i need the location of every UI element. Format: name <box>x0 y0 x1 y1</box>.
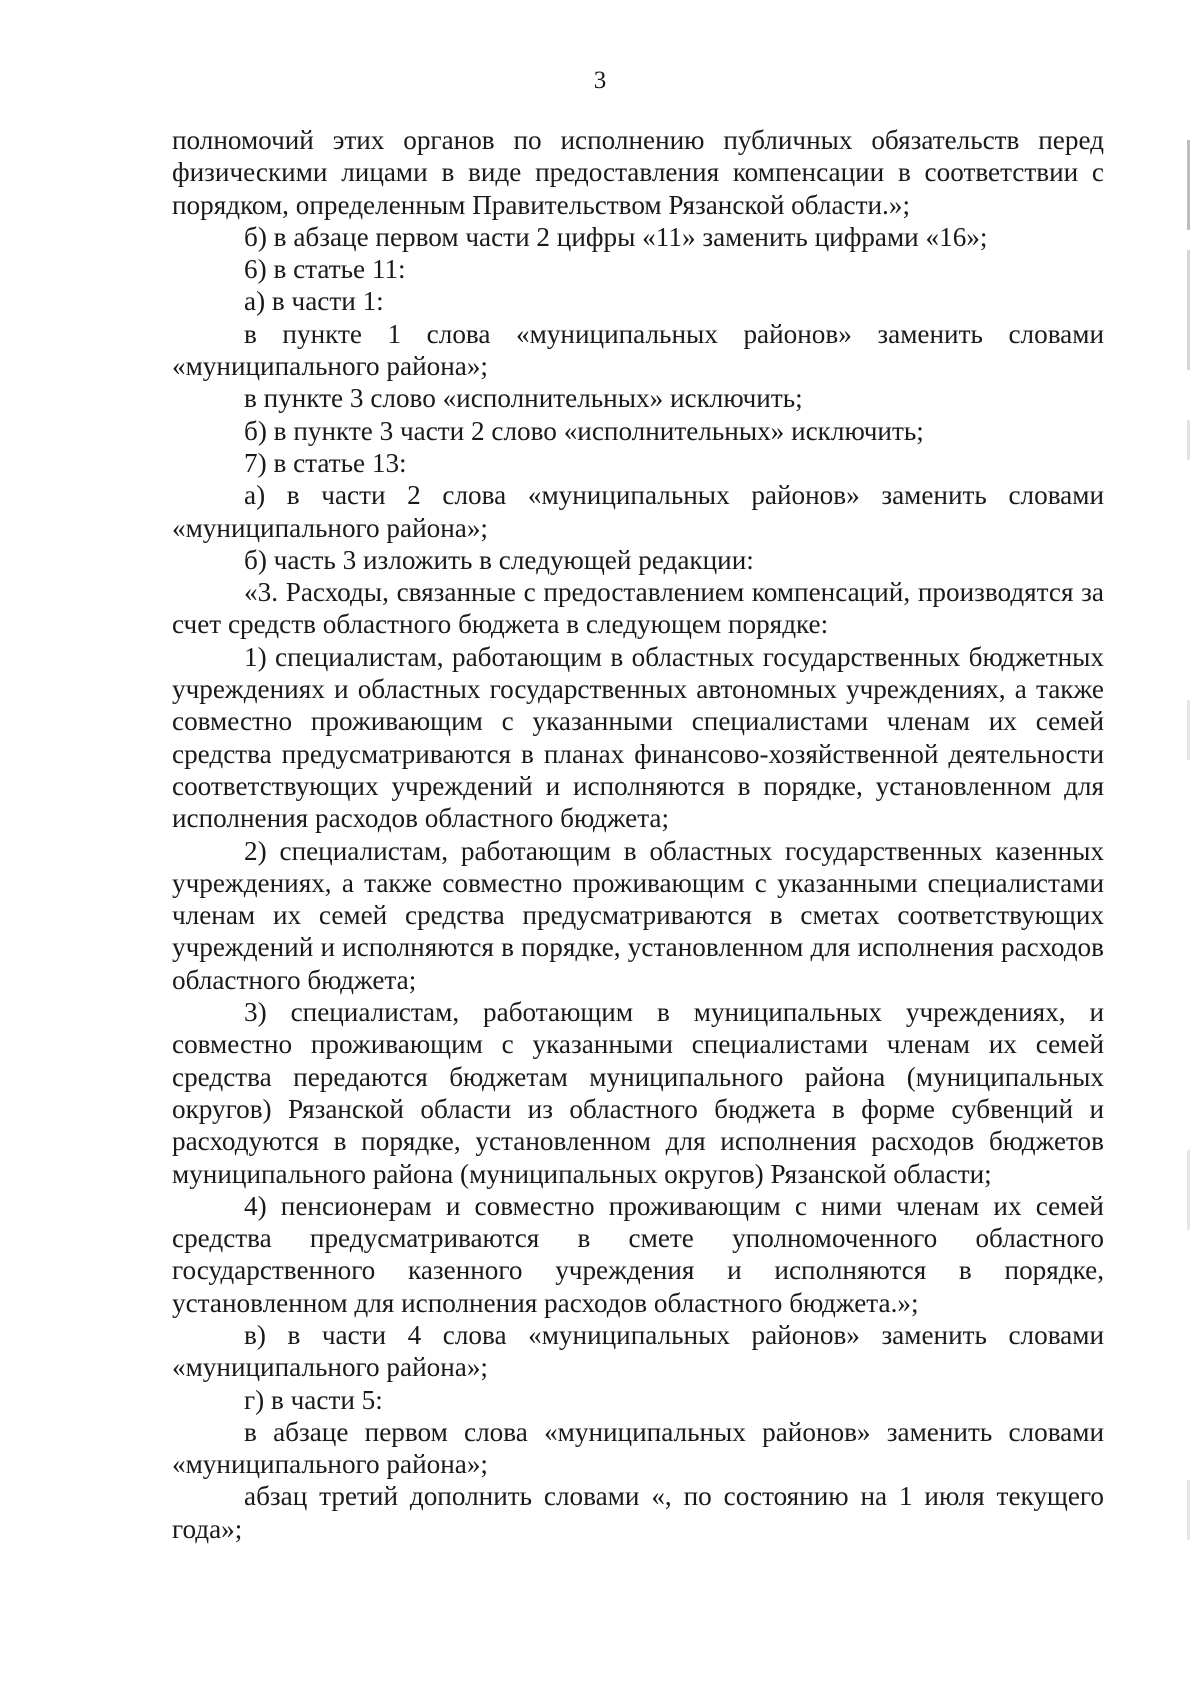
paragraph: 4) пенсионерам и совместно проживающим с ними членам их семей средства предусматриваются в смете уполномоченного областного государственного казенного учреждения и исполняются в порядке, установленном для исполнения расходов областного бюджета.»; <box>172 1190 1104 1318</box>
paragraph: 3) специалистам, работающим в муниципальных учреждениях, и совместно проживающим с указанными специалистами членам их семей средства передаются бюджетам муниципального района (муниципальных округов) Рязанской области из областного бюджета в форме субвенций и расходуются в порядке, установленном для исполнения расходов бюджетов муниципального района (муниципальных округов) Рязанской области; <box>172 997 1104 1189</box>
paragraph: б) в абзаце первом части 2 цифры «11» заменить цифрами «16»; <box>244 221 988 252</box>
scan-edge-artifact <box>1174 0 1200 1695</box>
paragraph: в пункте 1 слова «муниципальных районов» заменить словами «муниципального района»; <box>172 318 1104 382</box>
paragraph: абзац третий дополнить словами «, по состоянию на 1 июля текущего года»; <box>172 1481 1104 1544</box>
paragraph: б) часть 3 изложить в следующей редакции: <box>244 544 754 575</box>
paragraph: б) в пункте 3 части 2 слово «исполнительных» исключить; <box>244 415 924 446</box>
paragraph: в) в части 4 слова «муниципальных районов» заменить словами «муниципального района»; <box>172 1319 1104 1383</box>
page-number: 3 <box>593 67 607 94</box>
document-body <box>172 124 1104 1545</box>
paragraph: 6) в статье 11: <box>244 254 406 285</box>
scan-mark <box>1187 1150 1190 1230</box>
paragraph: в пункте 3 слово «исполнительных» исключить; <box>244 383 803 414</box>
scan-mark <box>1187 250 1190 370</box>
paragraph: 2) специалистам, работающим в областных государственных казенных учреждениях, а также совместно проживающим с указанными специалистами членам их семей средства предусматриваются в сметах соответствующих учреждений и исполняются в порядке, установленном для исполнения расходов областного бюджета; <box>172 835 1104 995</box>
paragraph: а) в части 2 слова «муниципальных районов» заменить словами «муниципального района»; <box>172 480 1104 543</box>
scan-mark <box>1187 700 1190 760</box>
paragraph: а) в части 1: <box>244 286 384 317</box>
paragraph: г) в части 5: <box>244 1384 383 1415</box>
paragraph: «3. Расходы, связанные с предоставлением компенсаций, производятся за счет средств областного бюджета в следующем порядке: <box>172 577 1104 640</box>
scan-mark <box>1187 1480 1190 1540</box>
scan-mark <box>1187 420 1190 460</box>
paragraph: 7) в статье 13: <box>244 447 407 478</box>
paragraph: 1) специалистам, работающим в областных государственных бюджетных учреждениях и областных государственных автономных учреждениях, а также совместно проживающим с указанными специалистами членам их семей средства предусматриваются в планах финансово-хозяйственной деятельности соответствующих учреждений и исполняются в порядке, установленном для исполнения расходов областного бюджета; <box>172 641 1104 834</box>
paragraph: полномочий этих органов по исполнению публичных обязательств перед физическими лицами в виде предоставления компенсации в соответствии с порядком, определенным Правительством Рязанской области.»; <box>172 125 1104 220</box>
scan-mark <box>1187 140 1190 230</box>
paragraph: в абзаце первом слова «муниципальных районов» заменить словами «муниципального района»; <box>172 1416 1104 1480</box>
